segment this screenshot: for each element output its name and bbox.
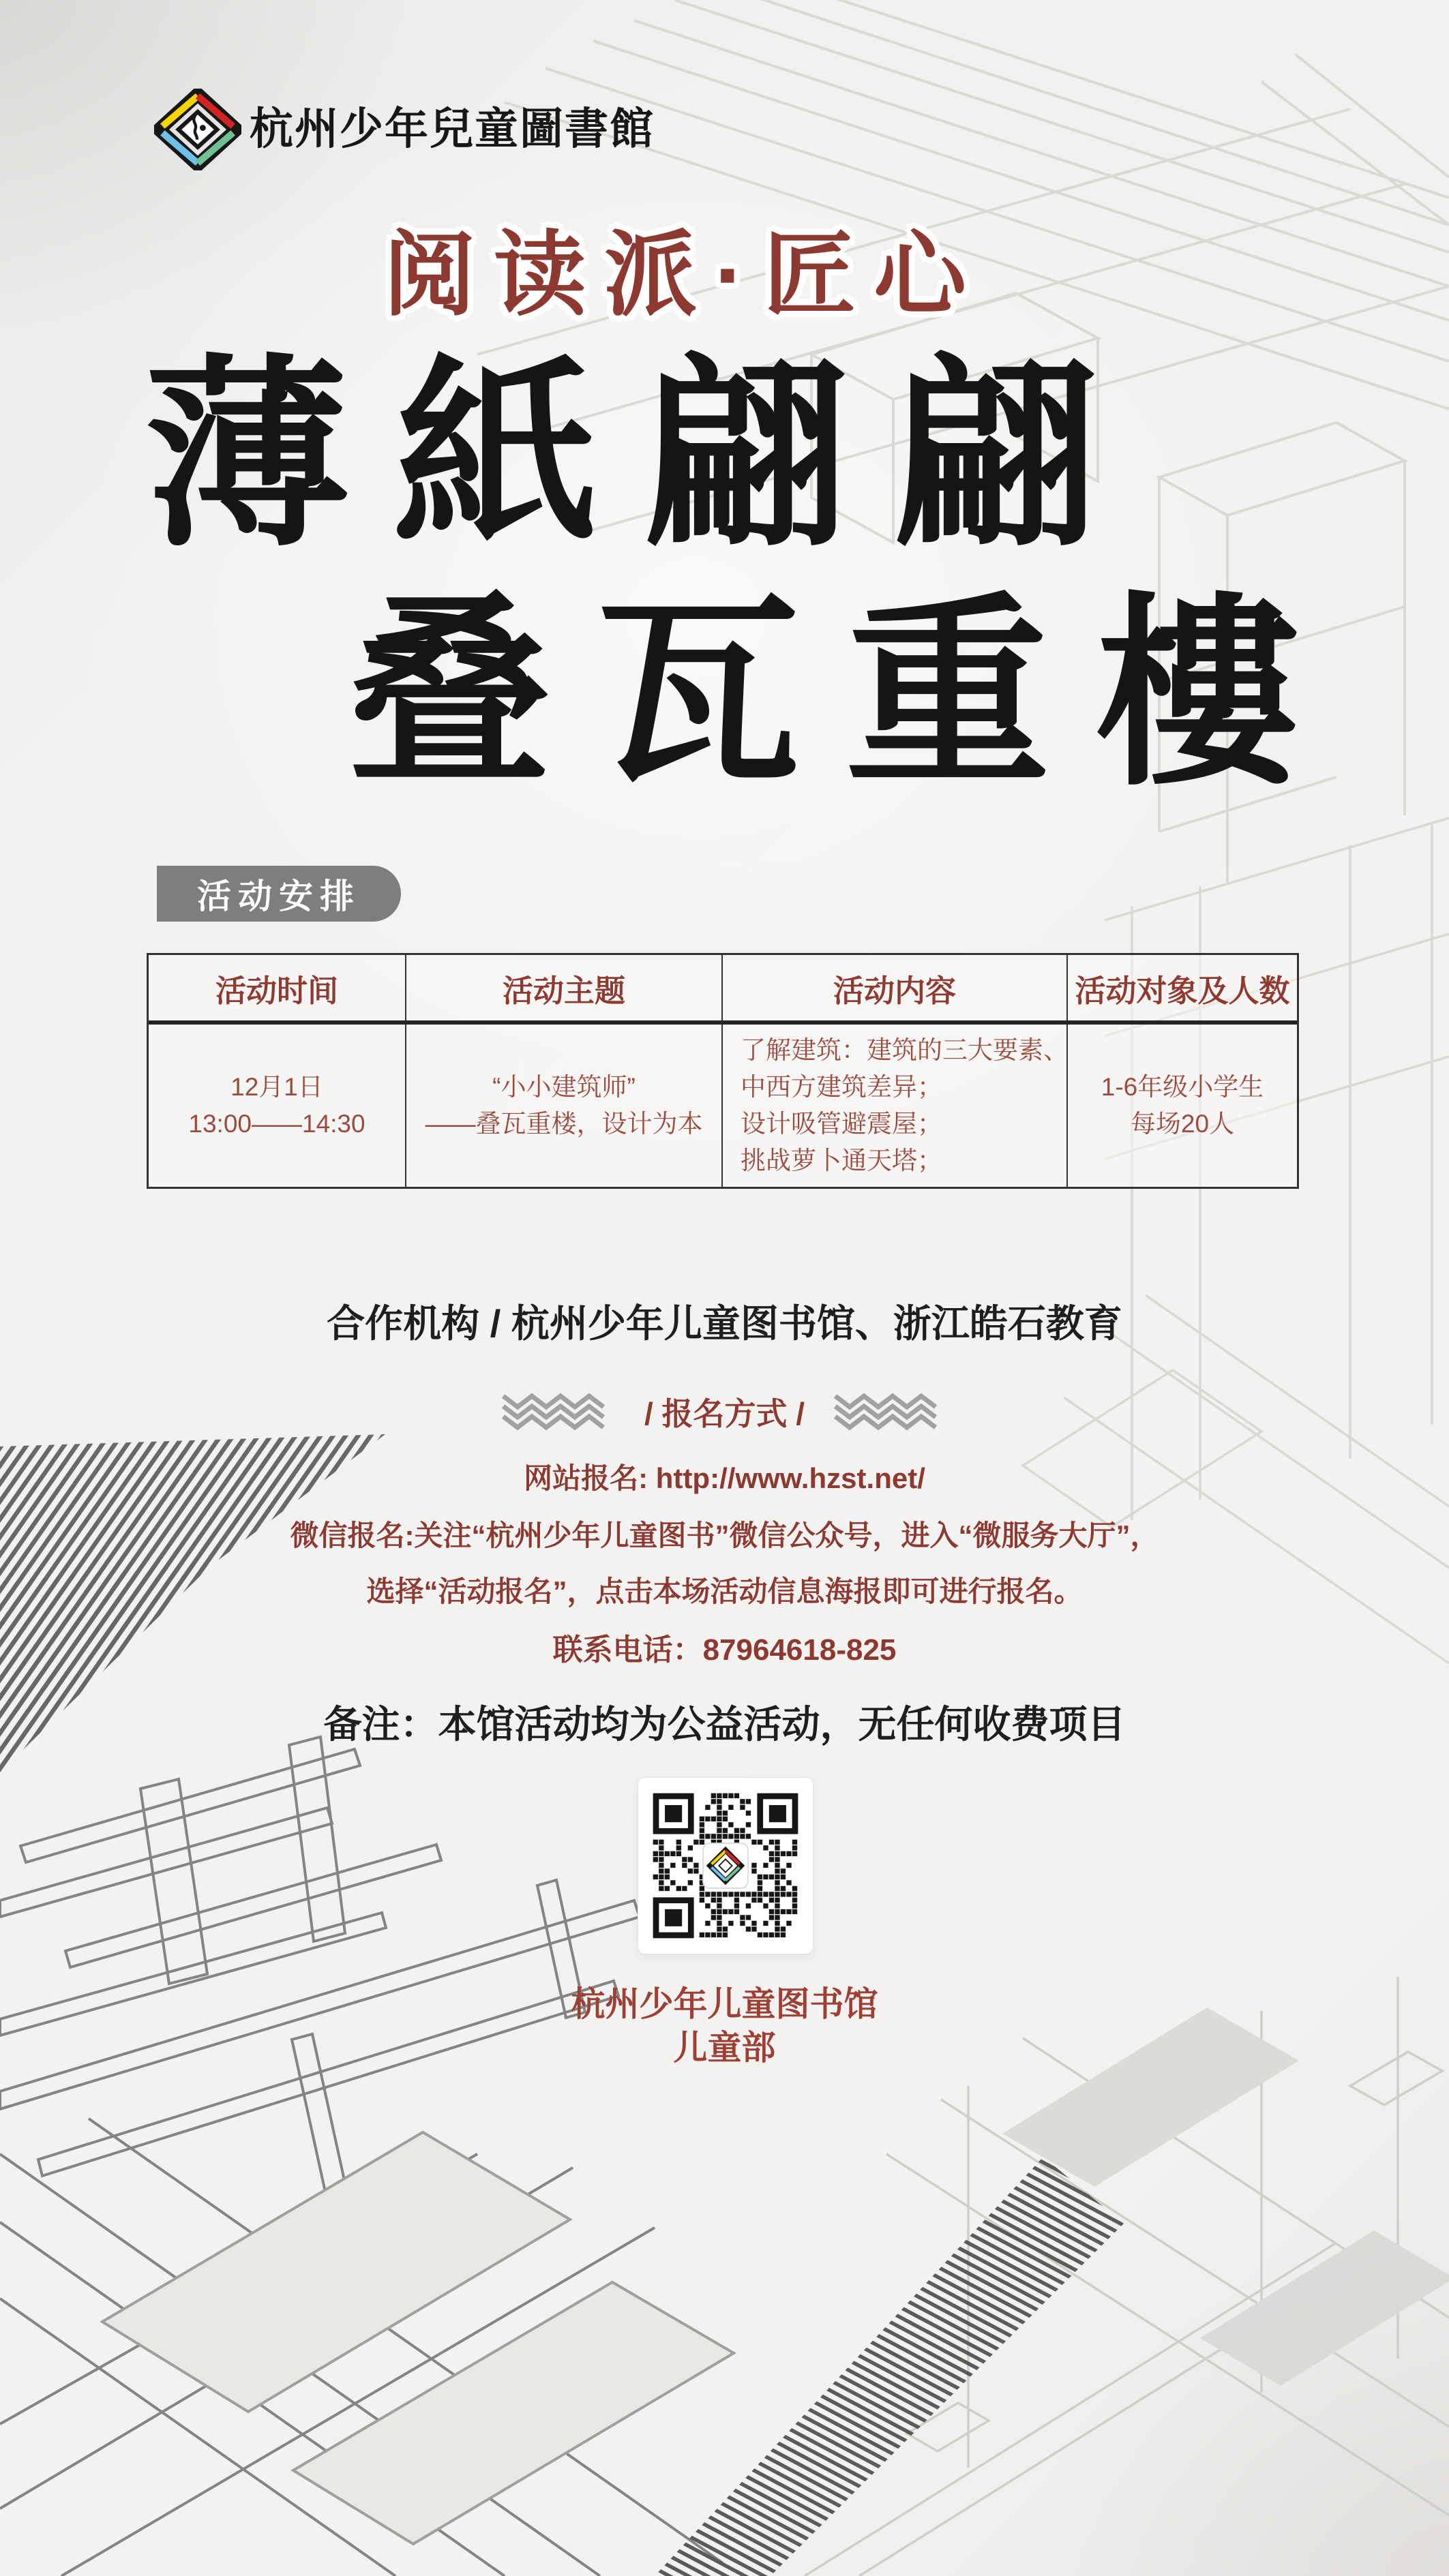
column-header-time: 活动时间 — [149, 955, 405, 1025]
column-header-audience: 活动对象及人数 — [1066, 955, 1297, 1025]
footer-department: 儿童部 — [673, 2029, 776, 2067]
free-event-note: 备注：本馆活动均为公益活动，无任何收费项目 — [323, 1703, 1126, 1746]
cell-audience: 1-6年级小学生 每场20人 — [1066, 1025, 1297, 1187]
schedule-table — [147, 953, 1299, 1189]
column-header-content: 活动内容 — [721, 955, 1066, 1025]
cell-content: 了解建筑：建筑的三大要素、 中西方建筑差异； 设计吸管避震屋； 挑战萝卜通天塔； — [721, 1025, 1066, 1187]
contact-phone-line: 联系电话：87964618-825 — [552, 1633, 897, 1667]
signup-heading: / 报名方式 / — [644, 1396, 805, 1431]
section-badge-schedule: 活动安排 — [157, 866, 401, 922]
main-title-line2: 叠瓦重樓 — [346, 573, 1345, 813]
zigzag-wave-icon — [501, 1392, 616, 1431]
qr-code — [638, 1778, 813, 1954]
signup-heading-row — [0, 1389, 1449, 1434]
column-header-theme: 活动主题 — [405, 955, 721, 1025]
cell-time: 12月1日 13:00——14:30 — [188, 1073, 365, 1138]
main-title-line1: 薄紙翩翩 — [145, 334, 1143, 575]
series-title: 阅读派·匠心 — [383, 223, 985, 327]
footer-organization: 杭州少年儿童图书馆 — [571, 1985, 878, 2023]
cell-theme: “小小建筑师” ——叠瓦重楼，设计为本 — [405, 1025, 721, 1187]
wechat-signup-line1: 微信报名:关注“杭州少年儿童图书”微信公众号，进入“微服务大厅”， — [290, 1519, 1159, 1551]
library-logo-icon — [154, 89, 241, 170]
website-signup-line: 网站报名: http://www.hzst.net/ — [524, 1462, 925, 1494]
wechat-signup-line2: 选择“活动报名”，点击本场活动信息海报即可进行报名。 — [366, 1575, 1083, 1607]
library-logo-text: 杭州少年兒童圖書館 — [250, 104, 655, 155]
partners-line: 合作机构 / 杭州少年儿童图书馆、浙江皓石教育 — [327, 1302, 1122, 1345]
zigzag-wave-icon — [833, 1392, 948, 1431]
